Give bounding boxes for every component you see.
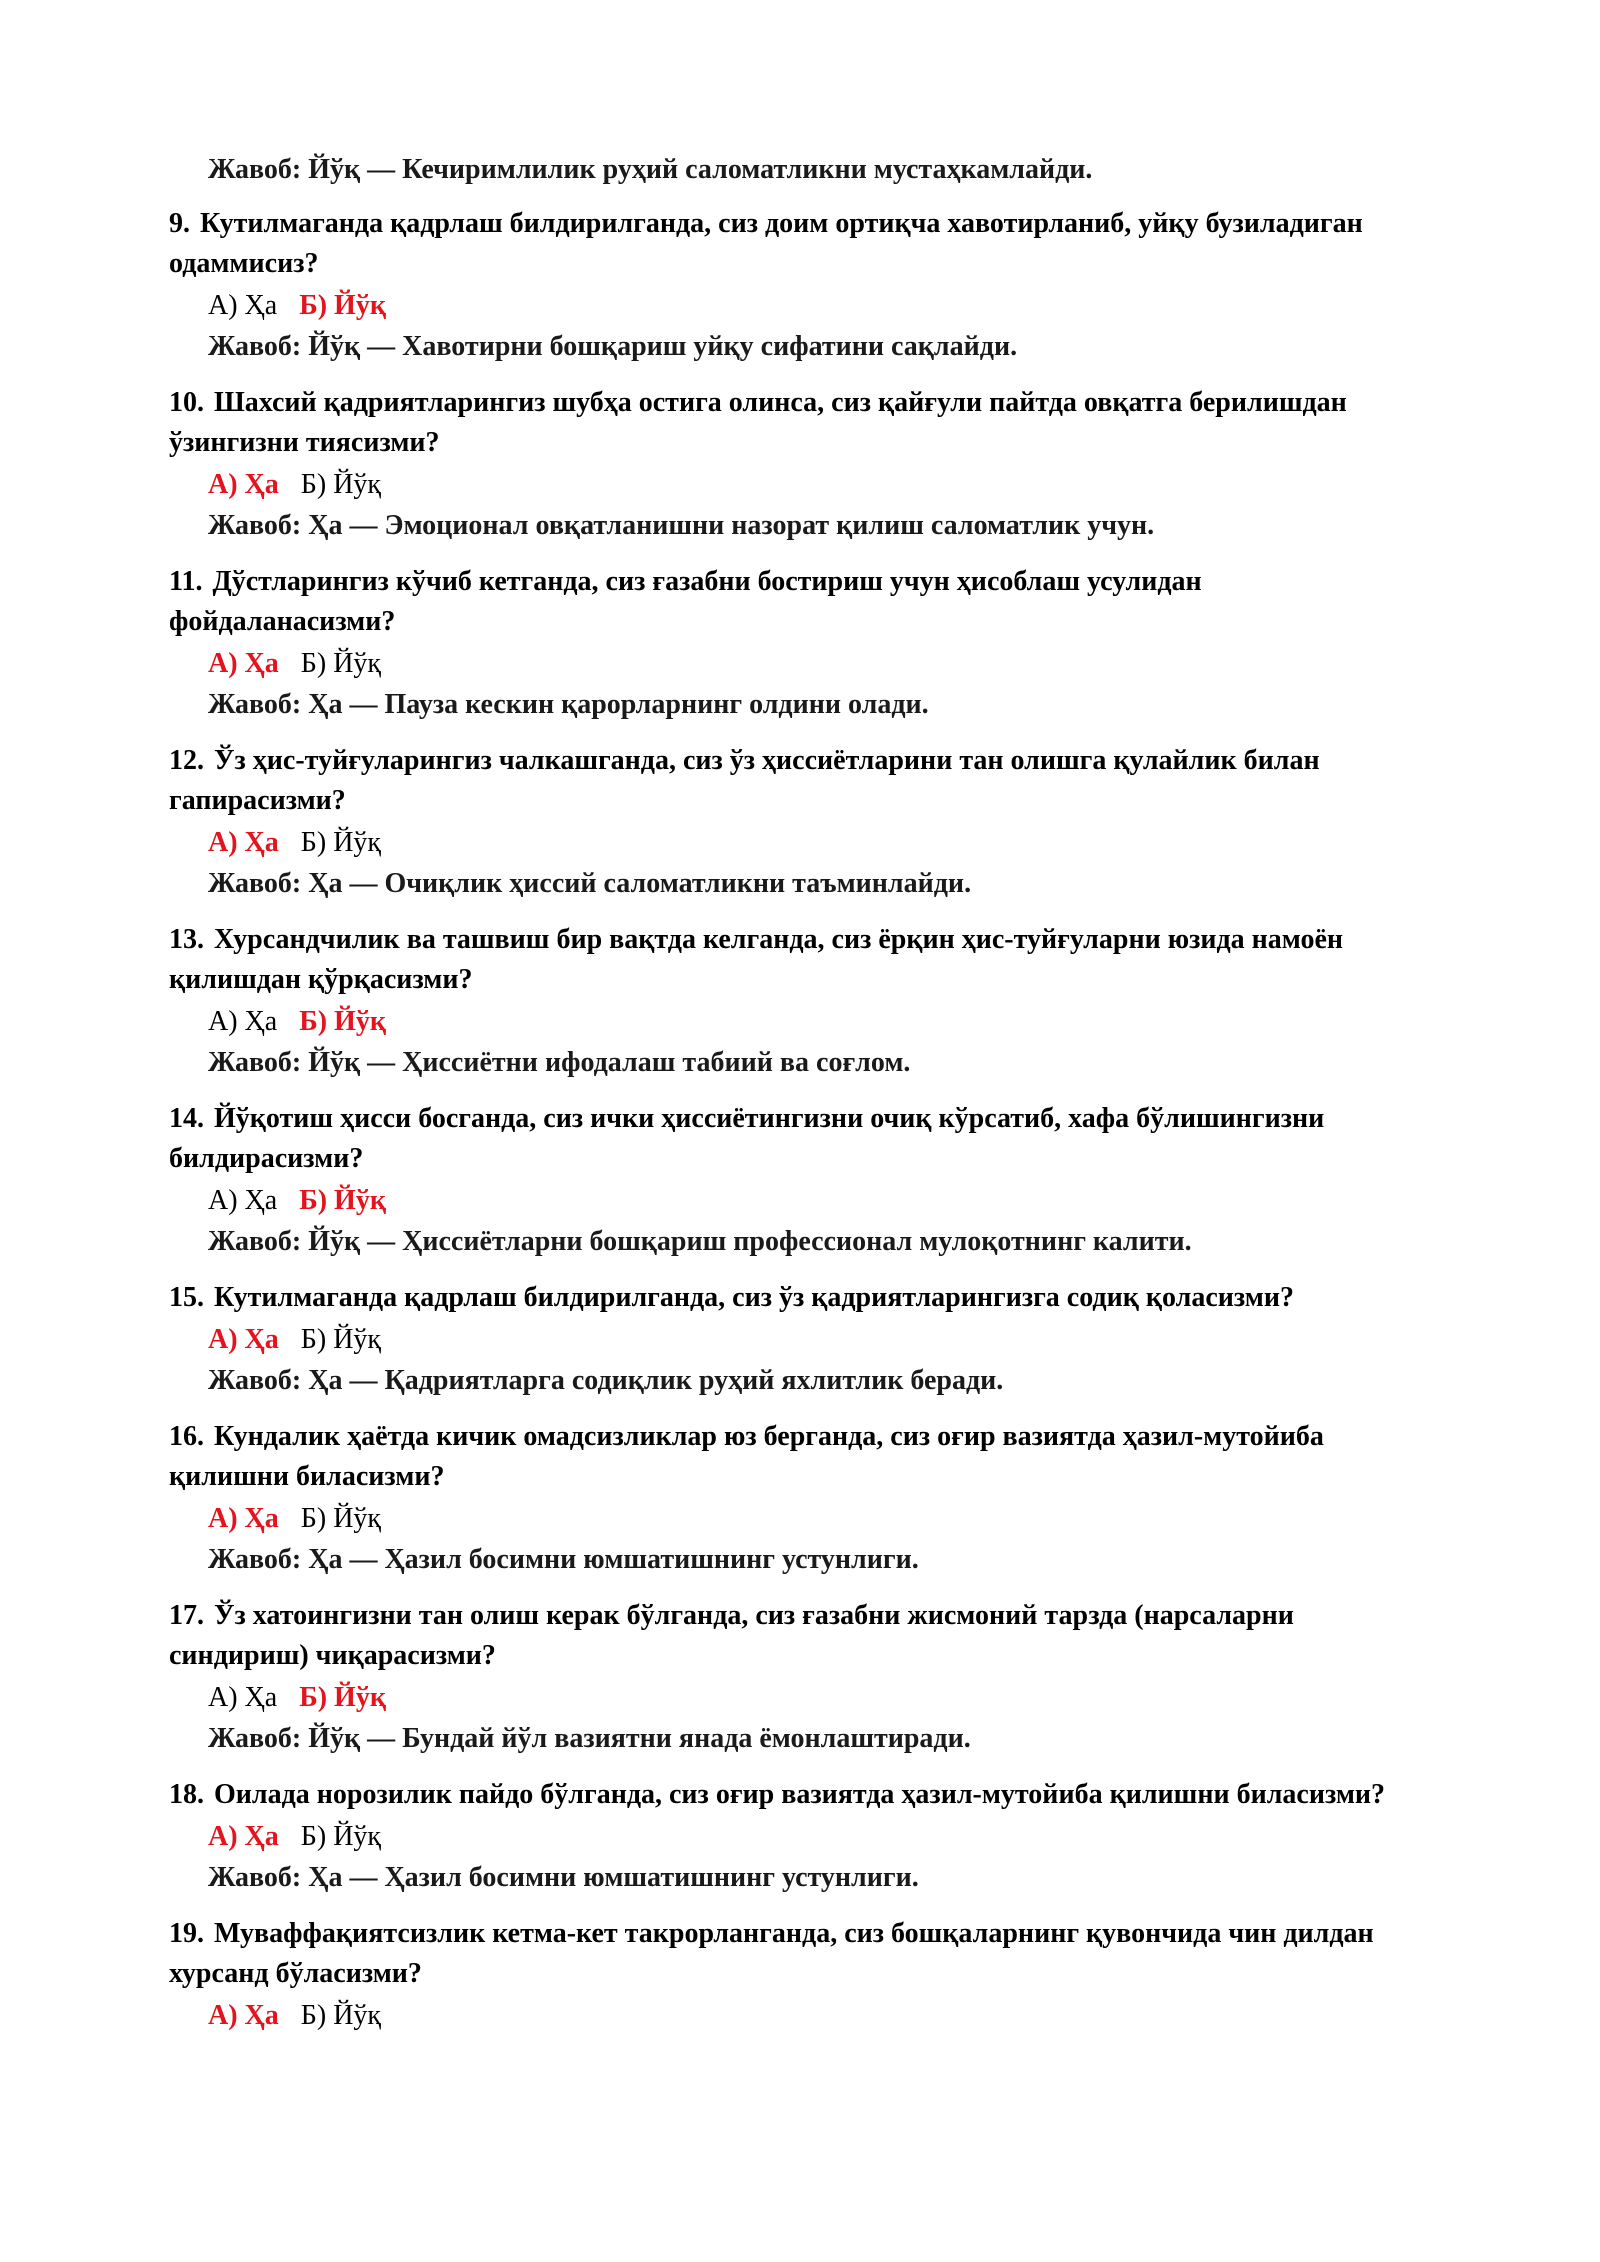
option-letter: А)	[208, 2000, 238, 2031]
question-body: Йўқотиш ҳисси босганда, сиз ички ҳиссиётингизни очиқ кўрсатиб, хафа бўлишингизни билдирасизми?	[169, 1103, 1325, 1174]
question-body: Дўстларингиз кўчиб кетганда, сиз ғазабни бостириш учун ҳисоблаш усулидан фойдаланасизми?	[169, 566, 1202, 637]
options-line	[208, 463, 1431, 506]
question-text	[169, 1596, 1431, 1676]
options-line	[208, 1994, 1431, 2037]
question-block	[169, 1914, 1431, 2037]
option	[208, 1006, 277, 1037]
question-number: 14.	[169, 1103, 204, 1134]
answer-line: Жавоб: Ҳа — Ҳазил босимни юмшатишнинг устунлиги.	[208, 1544, 919, 1575]
options-line	[208, 821, 1431, 864]
answer-line: Жавоб: Йўқ — Бундай йўл вазиятни янада ёмонлаштиради.	[208, 1723, 971, 1754]
options-line	[208, 642, 1431, 685]
question-number: 13.	[169, 924, 204, 955]
option-label: Йўқ	[333, 1503, 382, 1534]
options-line	[208, 1000, 1431, 1043]
option-label: Ҳа	[244, 1682, 278, 1713]
option-label: Ҳа	[244, 290, 278, 321]
question-text	[169, 204, 1431, 284]
option-label: Ҳа	[244, 648, 279, 679]
question-block	[169, 1099, 1431, 1262]
answer-line: Жавоб: Йўқ — Ҳиссиётни ифодалаш табиий ва соғлом.	[208, 1047, 911, 1078]
correct-option	[299, 1185, 386, 1216]
option-letter: А)	[208, 1821, 238, 1852]
correct-option	[208, 1324, 279, 1355]
correct-option	[299, 1006, 386, 1037]
option-label: Йўқ	[334, 290, 386, 321]
option-label: Йўқ	[333, 1324, 382, 1355]
option-label: Ҳа	[244, 1821, 279, 1852]
question-block	[169, 1775, 1431, 1898]
option-letter: Б)	[299, 1006, 328, 1037]
question-number: 17.	[169, 1600, 204, 1631]
correct-option	[299, 1682, 386, 1713]
option-letter: Б)	[300, 648, 327, 679]
question-block	[169, 204, 1431, 367]
options-line	[208, 1815, 1431, 1858]
correct-option	[208, 648, 279, 679]
option-label: Йўқ	[334, 1006, 386, 1037]
option-letter: А)	[208, 1682, 238, 1713]
option-label: Йўқ	[333, 2000, 382, 2031]
question-body: Муваффақиятсизлик кетма-кет такрорланганда, сиз бошқаларнинг қувончида чин дилдан хурсанд бўласизми?	[169, 1918, 1374, 1989]
option-label: Ҳа	[244, 1503, 279, 1534]
question-block	[169, 920, 1431, 1083]
question-block	[169, 1278, 1431, 1401]
option	[301, 827, 381, 858]
option-label: Ҳа	[244, 1324, 279, 1355]
option-letter: А)	[208, 469, 238, 500]
option-label: Йўқ	[334, 1185, 386, 1216]
option	[301, 2000, 381, 2031]
question-text	[169, 1775, 1431, 1815]
answer-line: Жавоб: Ҳа — Эмоционал овқатланишни назорат қилиш саломатлик учун.	[208, 510, 1155, 541]
option-letter: Б)	[300, 827, 327, 858]
option-label: Йўқ	[333, 648, 382, 679]
question-body: Кутилмаганда қадрлаш билдирилганда, сиз доим ортиқча хавотирланиб, уйқу бузиладиган одаммисиз?	[169, 208, 1363, 279]
option-letter: Б)	[300, 1821, 327, 1852]
question-text	[169, 741, 1431, 821]
question-list	[169, 204, 1431, 2037]
option-letter: Б)	[299, 1682, 328, 1713]
option-letter: А)	[208, 1503, 238, 1534]
question-number: 16.	[169, 1421, 204, 1452]
question-text	[169, 1278, 1431, 1318]
option	[208, 1185, 277, 1216]
question-block	[169, 1417, 1431, 1580]
option	[301, 1503, 381, 1534]
option-letter: А)	[208, 1324, 238, 1355]
question-number: 10.	[169, 387, 204, 418]
option	[301, 1324, 381, 1355]
option-letter: Б)	[299, 290, 328, 321]
correct-option	[208, 1503, 279, 1534]
question-body: Оилада норозилик пайдо бўлганда, сиз оғир вазиятда ҳазил-мутойиба қилишни биласизми?	[214, 1779, 1386, 1810]
correct-option	[208, 1821, 279, 1852]
question-text	[169, 1099, 1431, 1179]
question-block	[169, 1596, 1431, 1759]
answer-line: Жавоб: Ҳа — Қадриятларга содиқлик руҳий яхлитлик беради.	[208, 1365, 1004, 1396]
option	[301, 648, 381, 679]
correct-option	[208, 2000, 279, 2031]
correct-option	[299, 290, 386, 321]
question-number: 19.	[169, 1918, 204, 1949]
question-body: Ўз хатоингизни тан олиш керак бўлганда, сиз ғазабни жисмоний тарзда (нарсаларни синдириш) чиқарасизми?	[169, 1600, 1294, 1671]
option-letter: А)	[208, 1185, 238, 1216]
correct-option	[208, 827, 279, 858]
option-letter: Б)	[299, 1185, 328, 1216]
answer-line: Жавоб: Ҳа — Ҳазил босимни юмшатишнинг устунлиги.	[208, 1862, 919, 1893]
option-label: Ҳа	[244, 1006, 278, 1037]
option	[301, 1821, 381, 1852]
option-letter: А)	[208, 1006, 238, 1037]
question-number: 11.	[169, 566, 203, 597]
question-text	[169, 562, 1431, 642]
option	[208, 1682, 277, 1713]
question-block	[169, 741, 1431, 904]
question-body: Кундалик ҳаётда кичик омадсизликлар юз берганда, сиз оғир вазиятда ҳазил-мутойиба қилишни биласизми?	[169, 1421, 1324, 1492]
answer-line: Жавоб: Йўқ — Кечиримлилик руҳий саломатликни мустаҳкамлайди.	[208, 154, 1093, 185]
question-block	[169, 383, 1431, 546]
options-line	[208, 1497, 1431, 1540]
option-label: Йўқ	[333, 1821, 382, 1852]
option-letter: Б)	[300, 1324, 327, 1355]
options-line	[208, 284, 1431, 327]
option-letter: Б)	[300, 469, 327, 500]
answer-line: Жавоб: Йўқ — Хавотирни бошқариш уйқу сифатини сақлайди.	[208, 331, 1018, 362]
options-line	[208, 1179, 1431, 1222]
question-text	[169, 1914, 1431, 1994]
question-number: 18.	[169, 1779, 204, 1810]
options-line	[208, 1318, 1431, 1361]
question-body: Ўз ҳис-туйғуларингиз чалкашганда, сиз ўз ҳиссиётларини тан олишга қулайлик билан гапирасизми?	[169, 745, 1320, 816]
option-label: Йўқ	[333, 827, 382, 858]
question-text	[169, 920, 1431, 1000]
option-letter: А)	[208, 648, 238, 679]
quiz-content	[169, 150, 1431, 2053]
option-letter: А)	[208, 827, 238, 858]
answer-line: Жавоб: Ҳа — Очиқлик ҳиссий саломатликни таъминлайди.	[208, 868, 972, 899]
option-label: Ҳа	[244, 469, 279, 500]
option-label: Йўқ	[334, 1682, 386, 1713]
question-body: Хурсандчилик ва ташвиш бир вақтда келганда, сиз ёрқин ҳис-туйғуларни юзида намоён қилишдан қўрқасизми?	[169, 924, 1344, 995]
option-label: Ҳа	[244, 2000, 279, 2031]
question-block	[169, 562, 1431, 725]
answer-line: Жавоб: Ҳа — Пауза кескин қарорларнинг олдини олади.	[208, 689, 929, 720]
option-letter: А)	[208, 290, 238, 321]
question-number: 15.	[169, 1282, 204, 1313]
question-text	[169, 383, 1431, 463]
question-text	[169, 1417, 1431, 1497]
option	[208, 290, 277, 321]
option-label: Йўқ	[333, 469, 382, 500]
answer-line: Жавоб: Йўқ — Ҳиссиётларни бошқариш профессионал мулоқотнинг калити.	[208, 1226, 1192, 1257]
option-letter: Б)	[300, 2000, 327, 2031]
option-letter: Б)	[300, 1503, 327, 1534]
option	[301, 469, 381, 500]
question-body: Шахсий қадриятларингиз шубҳа остига олинса, сиз қайғули пайтда овқатга берилишдан ўзингизни тиясизми?	[169, 387, 1347, 458]
question-number: 12.	[169, 745, 204, 776]
option-label: Ҳа	[244, 827, 279, 858]
question-body: Кутилмаганда қадрлаш билдирилганда, сиз ўз қадриятларингизга содиқ қоласизми?	[214, 1282, 1294, 1313]
correct-option	[208, 469, 279, 500]
options-line	[208, 1676, 1431, 1719]
option-label: Ҳа	[244, 1185, 278, 1216]
question-number: 9.	[169, 208, 190, 239]
